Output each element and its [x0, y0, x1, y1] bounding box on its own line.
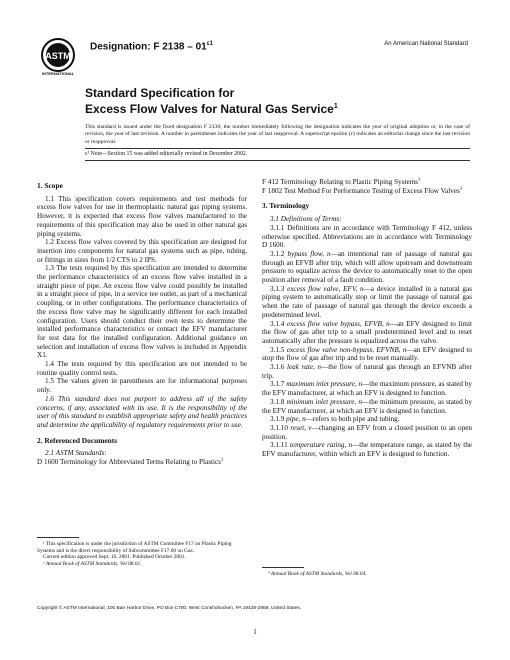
- term-text: —the flow of natural gas through an EFVNB after trip.: [262, 363, 472, 380]
- term-definition: [262, 285, 472, 320]
- footnote-1-edition: Current edition approved Sept. 10, 2001. Published October 2001.: [43, 554, 186, 561]
- term-text: —a device installed in a natural gas piping system to automatically stop or limit the passage of natural gas when the rate of passage of natural gas through the device exceeds a predetermined level.: [262, 284, 473, 319]
- term-text: —changing an EFV from a closed position to an open position.: [262, 423, 472, 441]
- term-definition: [262, 441, 472, 458]
- reference-f412-text: F 412 Terminology Relating to Plastic Piping Systems: [262, 178, 419, 186]
- term-name: leak rate, n: [286, 363, 321, 372]
- reference-d1600-text: D 1600 Terminology for Abbreviated Terms Relating to Plastics: [37, 458, 221, 467]
- footnotes-left: [37, 537, 247, 567]
- term-number: 3.1.8: [270, 397, 285, 406]
- paragraph-1-1: 1.1 This specification covers requirements and test methods for excess flow valves for use in thermoplastic natural gas piping systems. However, it is expected that excess flow valves manufactured to the requirements of this specification may also be used in other natural gas piping systems.: [37, 194, 247, 238]
- term-definition: [262, 224, 472, 250]
- term-name: pipe, n: [286, 415, 306, 424]
- paragraph-1-3: 1.3 The tests required by this specification are intended to determine the performance characteristics of an excess flow valve installed in a straight piece of pipe. An excess flow valve could possibly be installed in a straight piece of pipe, in a service tee outlet, as part of a mechanical coupling, or in other configurations. The performance characteristics of the excess flow valve may be significantly different for each installed configuration. Users should conduct their own tests to determine the installed performance characteristics or contact the EFV manufacturer for test data for the installed configuration. Additional guidance on selection and installation of excess flow valves is included in Appendix X1.: [37, 264, 247, 360]
- term-number: 3.1.6: [270, 363, 285, 372]
- footnote-1: ¹ This specification is under the jurisdiction of ASTM Committee F17 on Plastic Piping Systems and is the direct responsibility of Subcommittee F17.60 on Gas.: [37, 541, 232, 554]
- reference-f1802-text: F 1802 Test Method For Performance Testing of Excess Flow Valves: [262, 186, 460, 195]
- term-text: Definitions are in accordance with Terminology F 412, unless otherwise specified. Abbreviations are in accordance with Terminology D 1600.: [262, 223, 472, 250]
- term-name: minimum inlet pressure, n: [286, 397, 362, 406]
- title-line-2: Excess Flow Valves for Natural Gas Service: [85, 102, 334, 116]
- svg-text:INTERNATIONAL: INTERNATIONAL: [41, 71, 75, 76]
- footnote-rule: [37, 537, 79, 538]
- term-name: bypass flow, n: [287, 249, 331, 258]
- editorial-note: ε¹ Note—Section 15 was added editorially revised in December 2002.: [85, 151, 248, 157]
- document-title: [85, 86, 338, 116]
- term-number: 3.1.2: [270, 249, 285, 258]
- term-definition: [262, 424, 472, 441]
- right-column: [262, 178, 472, 459]
- section-heading-scope: 1. Scope: [37, 181, 63, 190]
- term-text: —the minimum pressure, as stated by the EFV manufacturer, at which an EFV is designed to function.: [262, 397, 473, 415]
- section-heading-terminology: 3. Terminology: [262, 201, 310, 211]
- term-number: 3.1.10: [270, 423, 288, 432]
- terms-list: [262, 224, 472, 459]
- footnotes-right: [262, 567, 472, 578]
- term-name: excess flow valve non-bypass, EFVNB, n: [286, 345, 407, 354]
- term-text: —refers to both pipe and tubing.: [305, 415, 400, 424]
- paragraph-1-6-safety: 1.6 This standard does not purport to address all of the safety concerns, if any, associated with its use. It is the responsibility of the user of this standard to establish appropriate safety and health practices and determine the applicability of regulatory requirements prior to use.: [37, 394, 247, 429]
- footnote-ref: 3: [418, 176, 421, 182]
- title-line-1: Standard Specification for: [85, 86, 235, 100]
- term-number: 3.1.7: [270, 380, 285, 389]
- page-number: 1: [253, 628, 257, 636]
- divider: [85, 148, 470, 149]
- designation-epsilon: ε1: [206, 41, 213, 47]
- term-number: 3.1.11: [270, 441, 288, 450]
- divider: [85, 160, 470, 161]
- term-number: 3.1.3: [270, 284, 285, 293]
- designation-text: Designation: F 2138 – 01: [90, 41, 207, 53]
- term-number: 3.1.4: [270, 319, 285, 328]
- reference-f412: [262, 178, 472, 187]
- footnote-ref: 3: [459, 185, 463, 191]
- term-definition: [262, 415, 472, 424]
- term-definition: [262, 346, 472, 363]
- definitions-subheading: 3.1 Definitions of Terms:: [270, 215, 342, 224]
- term-text: —an intentional rate of passage of natural gas through an EFVB after trip, which will allow upstream and downstream pressure to equalize across the device to automatically reset to the open position after removal of a fault condition.: [262, 249, 473, 285]
- term-number: 3.1.5: [270, 345, 285, 354]
- term-definition: [262, 380, 472, 397]
- footnote-2: ² Annual Book of ASTM Standards, Vol 08.01.: [43, 560, 142, 567]
- footnote-ref: 2: [220, 456, 224, 462]
- term-name: reset, v: [290, 423, 312, 432]
- section-heading-referenced-documents: 2. Referenced Documents: [37, 435, 118, 445]
- paragraph-1-2: 1.2 Excess flow valves covered by this specification are designed for insertion into components for natural gas systems such as pipe, tubing, or fittings in sizes from 1/2 CTS to 2 IPS.: [37, 238, 247, 264]
- term-name: maximum inlet pressure, n: [286, 380, 363, 389]
- term-text: —an EFV designed to stop the flow of gas after trip and to be reset manually.: [262, 345, 473, 363]
- term-text: —an EFV designed to limit the flow of gas after trip to a small predetermined level and to reset automatically after the pressure is equalized across the valve.: [262, 319, 473, 345]
- term-definition: [262, 250, 472, 285]
- astm-logo: [38, 36, 78, 76]
- copyright-line: Copyright © ASTM International, 100 Barr Harbor Drive, PO Box C700, West Conshohocken, PA 19428-2959, United States.: [37, 606, 302, 611]
- issued-statement: This standard is issued under the fixed designation F 2138; the number immediately following the designation indicates the year of original adoption or, in the case of revision, the year of last revision. A number in parentheses indicates the year of last reapproval. A superscript epsilon (ε) indicates an editorial change since the last revision or reapproval.: [85, 124, 470, 145]
- term-definition: [262, 320, 472, 346]
- designation: [90, 41, 213, 52]
- term-definition: [262, 398, 472, 415]
- national-standard-label: An American National Standard: [384, 41, 468, 47]
- paragraph-1-4: 1.4 The tests required by this specification are not intended to be routine quality control tests.: [37, 360, 247, 377]
- term-number: 3.1.1: [270, 223, 285, 232]
- paragraph-1-5: 1.5 The values given in parentheses are for informational purposes only.: [37, 377, 247, 395]
- footnote-3: ³ Annual Book of ASTM Standards, Vol 08.04.: [268, 571, 367, 577]
- left-column: [37, 182, 247, 467]
- title-footnote-ref: 1: [333, 103, 338, 110]
- reference-f1802: [262, 187, 472, 196]
- svg-text:ASTM: ASTM: [45, 51, 71, 61]
- term-name: temperature rating, n: [289, 441, 353, 450]
- astm-standards-subheading: 2.1 ASTM Standards:: [45, 449, 107, 458]
- term-definition: [262, 363, 472, 380]
- footnote-rule: [262, 567, 304, 568]
- term-text: —the maximum pressure, as stated by the EFV manufacturer, at which an EFV is designed to function.: [262, 380, 472, 398]
- reference-d1600: [37, 458, 247, 467]
- term-name: excess flow valve bypass, EFVB, n: [286, 319, 390, 328]
- term-number: 3.1.9: [270, 415, 285, 424]
- term-name: excess flow valve, EFV, n: [287, 284, 364, 293]
- term-text: —the temperature range, as stated by the EFV manufacturer, within which an EFV is designed to function.: [262, 441, 472, 459]
